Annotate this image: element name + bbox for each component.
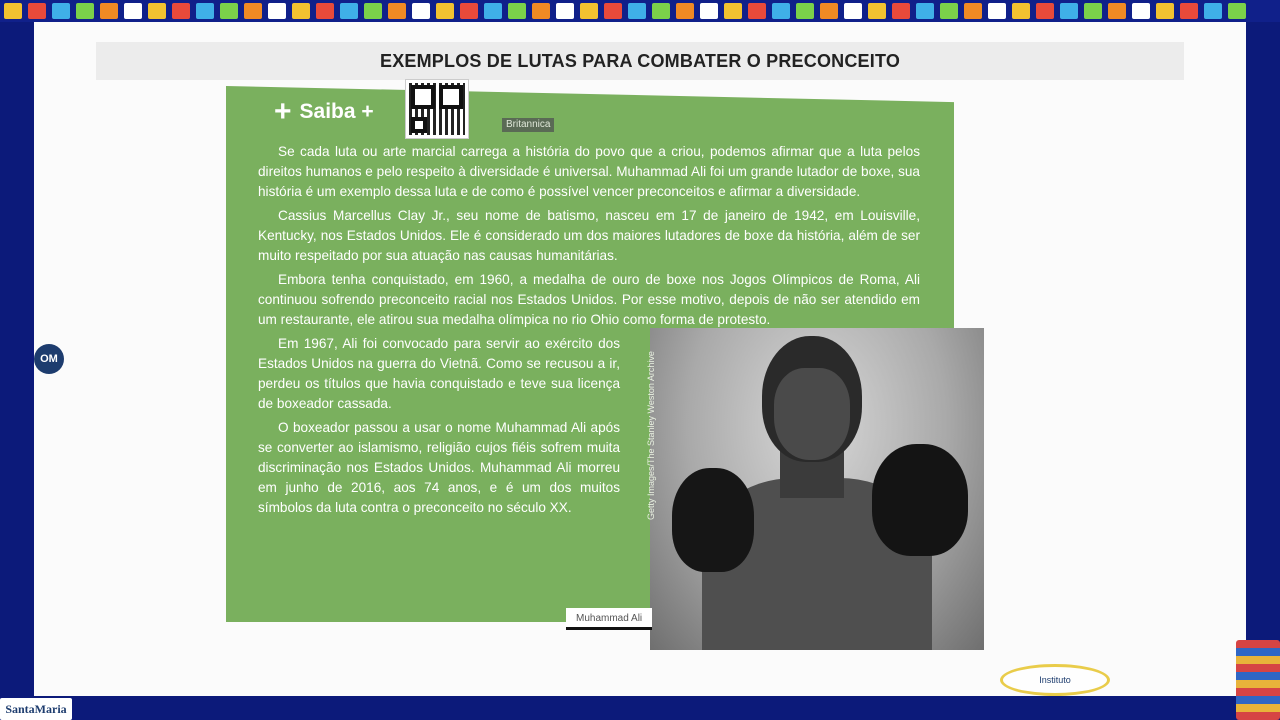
school-supply-icon	[1180, 3, 1198, 19]
school-supply-icon	[820, 3, 838, 19]
school-supply-icon	[412, 3, 430, 19]
school-supply-icon	[508, 3, 526, 19]
school-supply-icon	[484, 3, 502, 19]
books-icon	[1236, 640, 1280, 720]
school-supply-icon	[580, 3, 598, 19]
school-supply-icon	[364, 3, 382, 19]
school-supply-icon	[676, 3, 694, 19]
school-supply-icon	[244, 3, 262, 19]
school-supply-icon	[124, 3, 142, 19]
school-supply-icon	[796, 3, 814, 19]
school-supply-icon	[148, 3, 166, 19]
school-supply-icon	[1204, 3, 1222, 19]
school-supply-icon	[1132, 3, 1150, 19]
school-supply-icon	[916, 3, 934, 19]
school-supply-icon	[340, 3, 358, 19]
instituto-logo: Instituto	[1000, 664, 1110, 696]
boxer-face	[774, 368, 850, 460]
school-supply-icon	[1084, 3, 1102, 19]
qr-code-icon	[406, 80, 468, 138]
school-supply-icon	[772, 3, 790, 19]
school-supply-icon	[316, 3, 334, 19]
school-supply-icon	[652, 3, 670, 19]
school-supply-icon	[628, 3, 646, 19]
paragraph-5: O boxeador passou a usar o nome Muhammad Ali após se converter ao islamismo, religião cujos fiéis sofrem muita discriminação nos Estados Unidos. Muhammad Ali morreu em junho de 2016, aos 74 anos, e é um dos muitos símbolos da luta contra o preconceito no século XX.	[258, 420, 620, 515]
school-supply-icon	[100, 3, 118, 19]
school-supply-icon	[4, 3, 22, 19]
school-supply-icon	[892, 3, 910, 19]
school-supply-icon	[988, 3, 1006, 19]
school-supply-icon	[1012, 3, 1030, 19]
school-supply-icon	[1036, 3, 1054, 19]
school-supply-icon	[292, 3, 310, 19]
school-supply-icon	[1108, 3, 1126, 19]
school-supply-icon	[940, 3, 958, 19]
photo-caption: Muhammad Ali	[566, 608, 652, 630]
school-supply-icon	[724, 3, 742, 19]
plus-icon: +	[274, 95, 292, 128]
school-supply-icon	[52, 3, 70, 19]
school-supply-icon	[28, 3, 46, 19]
saiba-mais-header	[226, 94, 416, 130]
school-supply-icon	[268, 3, 286, 19]
school-supply-icon	[436, 3, 454, 19]
side-badge[interactable]: OM	[34, 344, 64, 374]
school-supply-icon	[700, 3, 718, 19]
paragraph-2: Cassius Marcellus Clay Jr., seu nome de batismo, nasceu em 17 de janeiro de 1942, em Louisville, Kentucky, nos Estados Unidos. Ele é considerado um dos maiores lutadores de boxe da história, além de ser muito respeitado por sua atuação nas causas humanitárias.	[258, 208, 920, 263]
qr-caption: Britannica	[502, 118, 554, 132]
school-supply-icon	[76, 3, 94, 19]
paragraph-3: Embora tenha conquistado, em 1960, a medalha de ouro de boxe nos Jogos Olímpicos de Roma, Ali continuou sofrendo preconceito racial nos Estados Unidos. Por esse motivo, depois de não ser atendido em um restaurante, ele atirou sua medalha olímpica no rio Ohio como forma de protesto.	[258, 272, 920, 327]
paragraph-4: Em 1967, Ali foi convocado para servir ao exército dos Estados Unidos na guerra do Vietnã. Como se recusou a ir, perdeu os títulos que havia conquistado e teve sua licença de boxeador cassada.	[258, 336, 620, 411]
school-supply-icon	[532, 3, 550, 19]
photo-credit: Getty Images/The Stanley Weston Archive	[646, 351, 656, 520]
school-supply-icon	[196, 3, 214, 19]
saiba-mais-label: Saiba +	[299, 100, 374, 123]
boxing-glove-left	[672, 468, 754, 572]
school-supply-icon	[748, 3, 766, 19]
school-supply-icon	[220, 3, 238, 19]
decorative-top-strip	[0, 0, 1280, 22]
school-supply-icon	[844, 3, 862, 19]
boxer-photo	[650, 328, 984, 650]
school-supply-icon	[556, 3, 574, 19]
school-supply-icon	[964, 3, 982, 19]
boxing-glove-right	[872, 444, 968, 556]
santa-maria-logo: SantaMaria	[0, 698, 72, 720]
school-supply-icon	[460, 3, 478, 19]
school-supply-icon	[172, 3, 190, 19]
school-supply-icon	[604, 3, 622, 19]
school-supply-icon	[1060, 3, 1078, 19]
paragraph-1: Se cada luta ou arte marcial carrega a história do povo que a criou, podemos afirmar que a luta pelos direitos humanos e pelo respeito à diversidade é universal. Muhammad Ali foi um grande lutador de boxe, sua história é um exemplo dessa luta e de como é possível vencer preconceitos e afirmar a diversidade.	[258, 144, 920, 199]
school-supply-icon	[388, 3, 406, 19]
bottom-bar	[0, 696, 1280, 720]
slide-title: EXEMPLOS DE LUTAS PARA COMBATER O PRECONCEITO	[96, 42, 1184, 80]
school-supply-icon	[1156, 3, 1174, 19]
school-supply-icon	[868, 3, 886, 19]
school-supply-icon	[1228, 3, 1246, 19]
